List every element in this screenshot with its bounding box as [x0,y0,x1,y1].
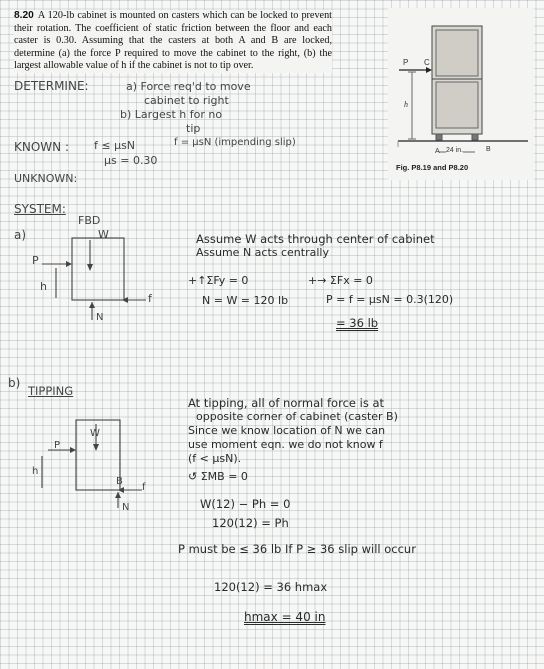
p-result: = 36 lb [336,316,379,330]
determine-b-line2: tip [186,122,201,135]
fbd-b-n: N [122,502,130,513]
fbd-b-h: h [32,466,39,477]
problem-text: A 120-lb cabinet is mounted on casters which can be locked to prevent their rotation. The coefficient of static friction between the floor and each caster is 0.30. Assuming that the casters at both A and B are locked, determine (a) the force P required to move the cabinet to the right, (b) the largest allowable value of h if the cabinet is not to tip over. [14,10,332,71]
tipping-text-1: At tipping, all of normal force is at [188,396,385,410]
determine-b-line1: b) Largest h for no [120,108,223,121]
known-mu: μs = 0.30 [104,154,158,167]
fbd-a-w: W [98,228,109,241]
fig-label-a: A [435,148,440,155]
figure-caption: Fig. P8.19 and P8.20 [396,163,469,172]
part-b-label: b) [8,376,21,390]
fig-label-h: h [404,100,408,109]
n-equation: N = W = 120 lb [202,294,289,307]
moment-equation-2: 120(12) = Ph [212,516,289,530]
sum-fx: +→ ΣFx = 0 [308,274,373,287]
moment-equation-1: W(12) − Ph = 0 [200,497,291,511]
fbd-a-h: h [40,280,47,293]
part-a-label: a) [14,228,27,242]
tipping-heading: TIPPING [28,384,74,398]
known-heading: KNOWN : [14,140,69,154]
fbd-b-b: B [116,476,123,487]
fbd-b-f: f [142,482,146,493]
fbd-label: FBD [78,214,101,227]
system-heading: SYSTEM: [14,202,66,216]
determine-a-line1: a) Force req'd to move [126,80,251,93]
assume-line-2: Assume N acts centrally [196,246,329,259]
sum-fy: +↑ΣFy = 0 [188,274,249,287]
fig-dimension: 24 in. [446,147,464,154]
determine-a-line2: cabinet to right [144,94,229,107]
p-equation: P = f = μsN = 0.3(120) [326,293,454,306]
fig-label-p: P [403,58,409,67]
moment-sum-b: ↺ ΣMB = 0 [188,470,248,483]
tipping-text-3: Since we know location of N we can [188,424,386,437]
unknown-heading: UNKNOWN: [14,172,78,185]
fbd-a-f: f [148,292,152,305]
tipping-text-5: (f < μsN). [188,452,242,465]
p-limit-note: P must be ≤ 36 lb If P ≥ 36 slip will occur [178,542,416,556]
fbd-a-p: P [32,254,39,267]
determine-heading: DETERMINE: [14,79,89,93]
known-impending-slip: f = μsN (impending slip) [174,137,296,148]
moment-equation-3: 120(12) = 36 hmax [214,580,328,594]
fig-label-b: B [486,146,491,153]
assume-line-1: Assume W acts through center of cabinet [196,232,435,246]
problem-number: 8.20 [14,10,34,21]
h-max-result: hmax = 40 in [244,610,326,624]
fig-label-c: C [424,58,430,67]
tipping-text-4: use moment eqn. we do not know f [188,438,383,451]
known-inequality: f ≤ μsN [94,139,136,152]
tipping-text-2: opposite corner of cabinet (caster B) [196,410,398,423]
fbd-b-p: P [54,440,61,451]
fbd-b-w: W [90,428,100,439]
fbd-a-n: N [96,312,104,323]
